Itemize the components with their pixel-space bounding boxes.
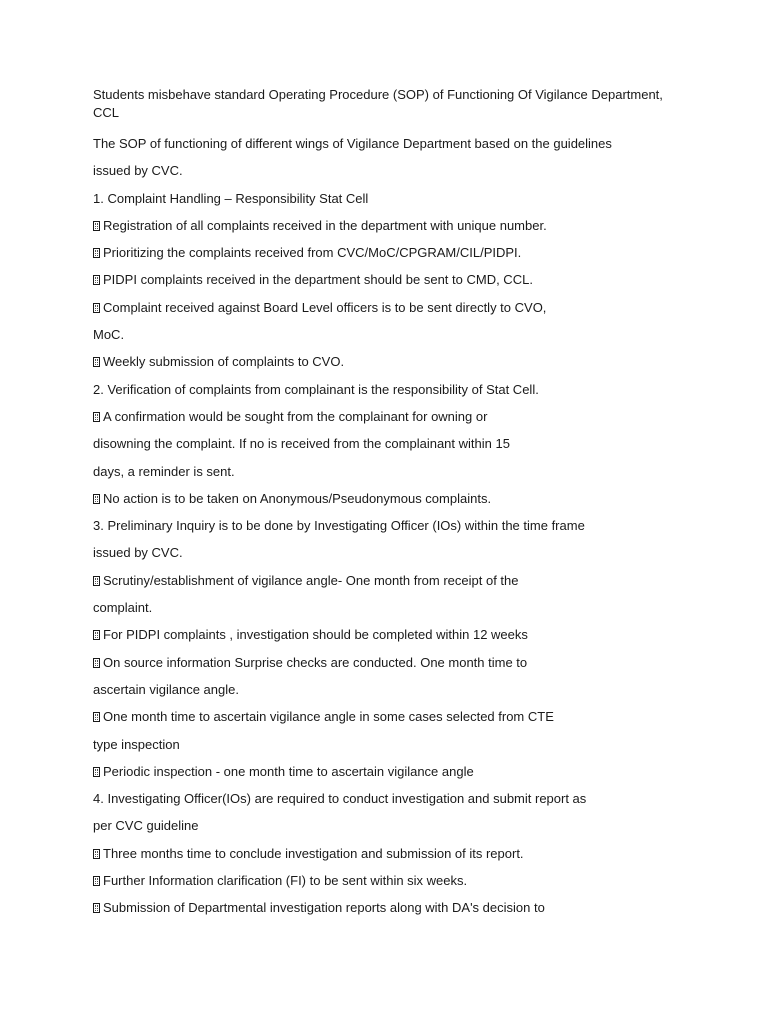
line-text: 2. Verification of complaints from complainant is the responsibility of Stat Cell. (93, 381, 539, 397)
missing-glyph-bullet-icon (93, 576, 100, 586)
text-line (93, 430, 668, 457)
line-text: No action is to be taken on Anonymous/Pseudonymous complaints. (103, 490, 492, 506)
line-text: For PIDPI complaints , investigation should be completed within 12 weeks (103, 627, 528, 643)
line-text: Three months time to conclude investigation and submission of its report. (103, 845, 524, 861)
missing-glyph-bullet-icon (93, 303, 100, 313)
missing-glyph-bullet-icon (93, 876, 100, 886)
bullet-line (93, 567, 668, 594)
line-text: One month time to ascertain vigilance angle in some cases selected from CTE (103, 709, 554, 725)
bullet-line (93, 294, 668, 321)
missing-glyph-bullet-icon (93, 275, 100, 285)
line-text: issued by CVC. (93, 163, 183, 179)
line-text: Complaint received against Board Level officers is to be sent directly to CVO, (103, 299, 547, 315)
line-text: days, a reminder is sent. (93, 463, 235, 479)
line-text: A confirmation would be sought from the complainant for owning or (103, 408, 488, 424)
bullet-line (93, 621, 668, 648)
text-line (93, 321, 668, 348)
text-line (93, 731, 668, 758)
missing-glyph-bullet-icon (93, 767, 100, 777)
missing-glyph-bullet-icon (93, 630, 100, 640)
text-line (93, 458, 668, 485)
text-line (93, 594, 668, 621)
line-text: The SOP of functioning of different wings of Vigilance Department based on the guidelines (93, 136, 612, 151)
bullet-line (93, 703, 668, 730)
text-line (93, 512, 668, 539)
text-line (93, 539, 668, 566)
bullet-line (93, 266, 668, 293)
bullet-line (93, 239, 668, 266)
document-title: Students misbehave standard Operating Procedure (SOP) of Functioning Of Vigilance Department, CCL (93, 87, 663, 120)
text-line (93, 185, 668, 212)
text-line (93, 785, 668, 812)
line-text: Submission of Departmental investigation reports along with DA's decision to (103, 900, 545, 916)
missing-glyph-bullet-icon (93, 357, 100, 367)
text-line (93, 812, 668, 839)
line-text: On source information Surprise checks are conducted. One month time to (103, 654, 528, 670)
bullet-line (93, 867, 668, 894)
line-text: disowning the complaint. If no is received from the complainant within 15 (93, 436, 510, 452)
line-text: MoC. (93, 327, 125, 343)
line-text: issued by CVC. (93, 545, 183, 561)
bullet-line (93, 894, 668, 921)
missing-glyph-bullet-icon (93, 248, 100, 258)
missing-glyph-bullet-icon (93, 412, 100, 422)
line-text: Scrutiny/establishment of vigilance angle- One month from receipt of the (103, 572, 519, 588)
text-line (93, 157, 668, 184)
line-text: Prioritizing the complaints received from CVC/MoC/CPGRAM/CIL/PIDPI. (103, 245, 522, 261)
missing-glyph-bullet-icon (93, 849, 100, 859)
missing-glyph-bullet-icon (93, 712, 100, 722)
text-line (93, 130, 668, 157)
bullet-line (93, 485, 668, 512)
bullet-line (93, 348, 668, 375)
line-text: per CVC guideline (93, 818, 199, 834)
line-text: 3. Preliminary Inquiry is to be done by Investigating Officer (IOs) within the time frame (93, 518, 585, 534)
line-text: Weekly submission of complaints to CVO. (103, 354, 345, 370)
bullet-line (93, 212, 668, 239)
document-body (93, 130, 668, 922)
missing-glyph-bullet-icon (93, 903, 100, 913)
bullet-line (93, 758, 668, 785)
bullet-line (93, 840, 668, 867)
line-text: PIDPI complaints received in the department should be sent to CMD, CCL. (103, 272, 533, 288)
line-text: Further Information clarification (FI) to be sent within six weeks. (103, 873, 468, 889)
line-text: 1. Complaint Handling – Responsibility Stat Cell (93, 190, 369, 206)
missing-glyph-bullet-icon (93, 658, 100, 668)
missing-glyph-bullet-icon (93, 221, 100, 231)
line-text: Registration of all complaints received in the department with unique number. (103, 217, 547, 233)
text-line (93, 676, 668, 703)
bullet-line (93, 649, 668, 676)
bullet-line (93, 403, 668, 430)
line-text: complaint. (93, 600, 153, 616)
line-text: type inspection (93, 736, 180, 752)
text-line (93, 376, 668, 403)
missing-glyph-bullet-icon (93, 494, 100, 504)
line-text: Periodic inspection - one month time to ascertain vigilance angle (103, 763, 474, 779)
line-text: ascertain vigilance angle. (93, 681, 239, 697)
line-text: 4. Investigating Officer(IOs) are required to conduct investigation and submit report as (93, 791, 587, 807)
